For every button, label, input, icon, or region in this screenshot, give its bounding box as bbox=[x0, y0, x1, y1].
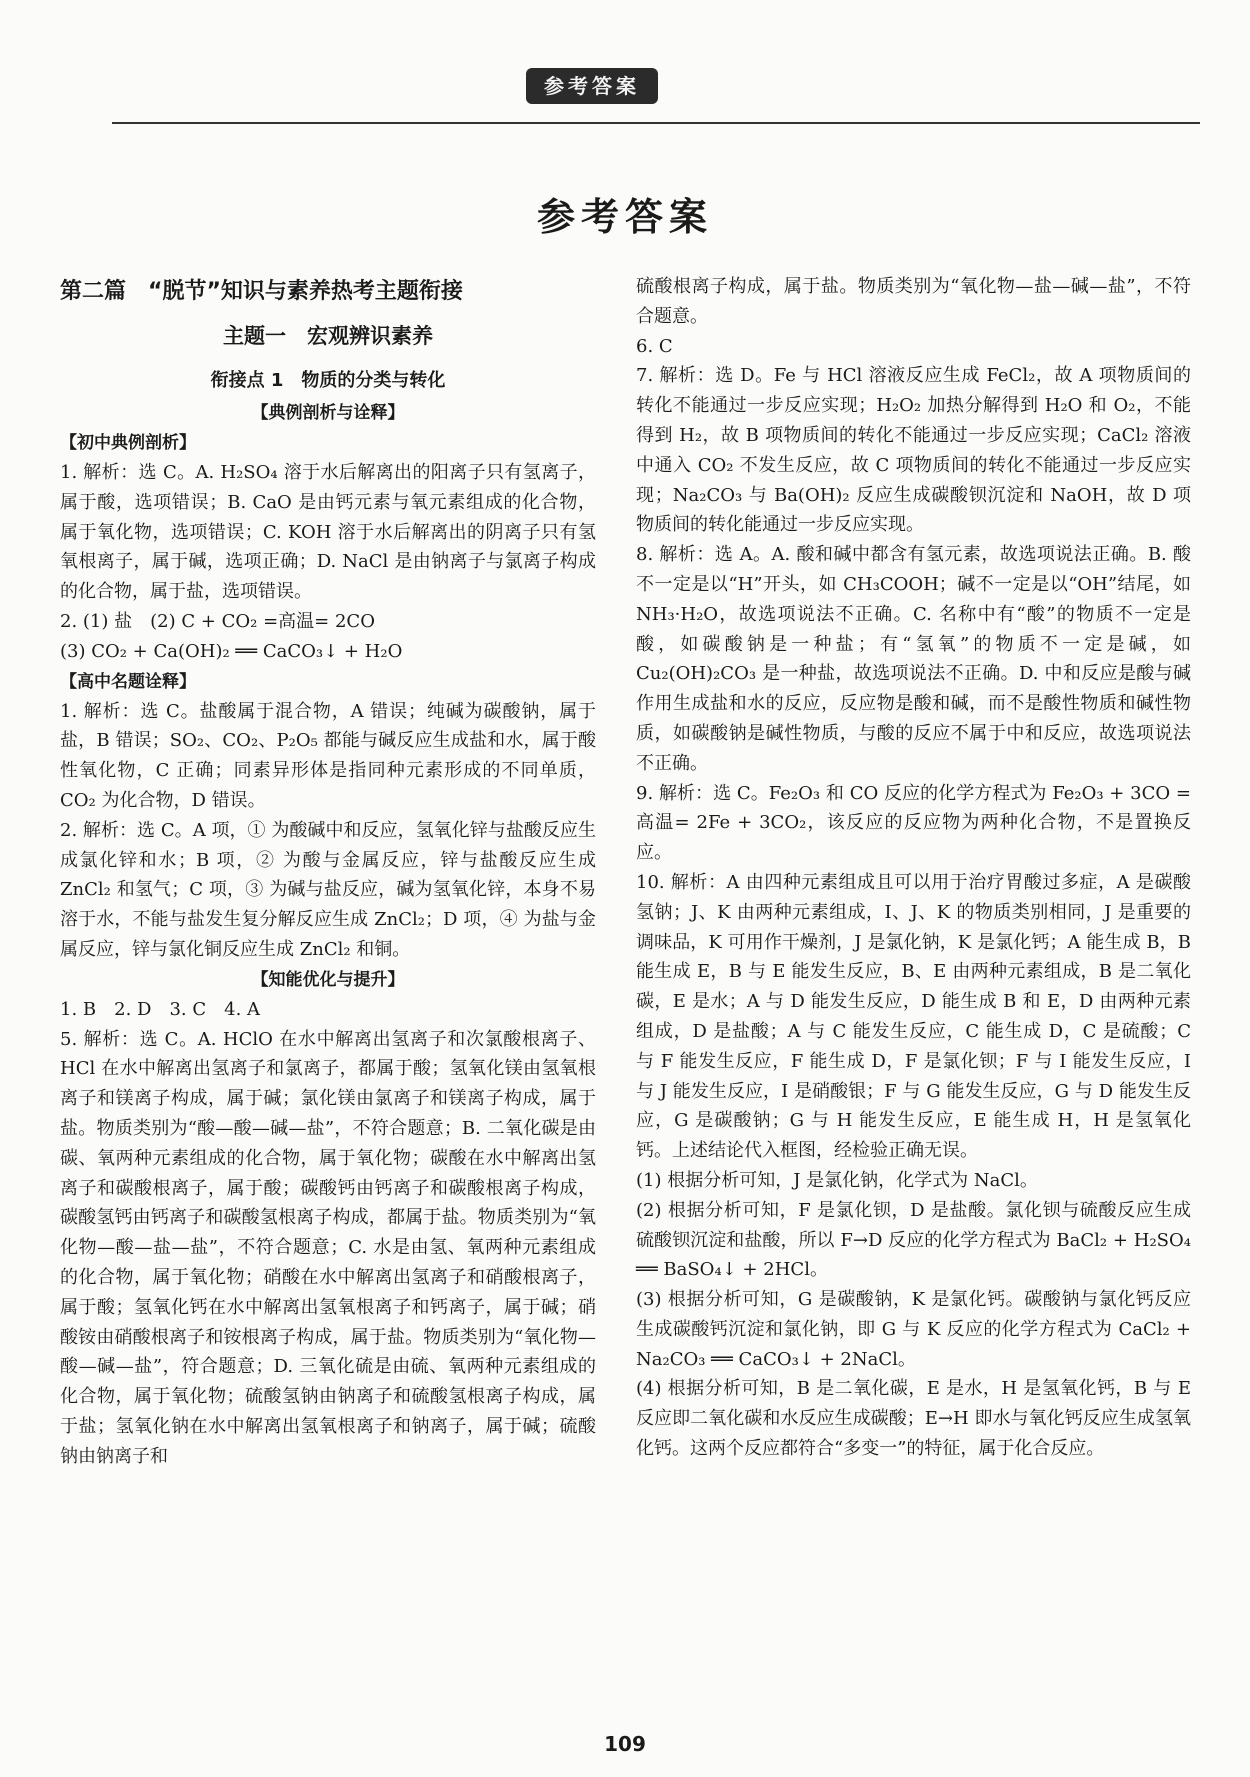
left-column bbox=[60, 272, 596, 1472]
answer-7: 7. 解析：选 D。Fe 与 HCl 溶液反应生成 FeCl₂，故 A 项物质间的转化不能通过一步反应实现；H₂O₂ 加热分解得到 H₂O 和 O₂，不能得到 H₂，故 B 项物质间的转化不能通过一步反应实现；CaCl₂ 溶液中通入 CO₂ 不发生反应，故 C 项物质间的转化不能通过一步反应实现；Na₂CO₃ 与 Ba(OH)₂ 反应生成碳酸钡沉淀和 NaOH，故 D 项物质间的转化能通过一步反应实现。 bbox=[636, 365, 1191, 536]
right-column bbox=[636, 272, 1191, 1464]
header-rule bbox=[112, 122, 1200, 124]
topic-heading: 主题一 宏观辨识素养 bbox=[223, 324, 433, 348]
answer-2a: 2. (1) 盐 (2) C + CO₂ =高温= 2CO bbox=[60, 610, 375, 632]
answer-5: 5. 解析：选 C。A. HClO 在水中解离出氢离子和次氯酸根离子、HCl 在水中解离出氢离子和氯离子，都属于酸；氢氧化镁由氢氧根离子和镁离子构成，属于碱；氯化镁由氯离子和镁离子构成，属于盐。物质类别为“酸—酸—碱—盐”，不符合题意；B. 二氧化碳是由碳、氧两种元素组成的化合物，属于氧化物；碳酸在水中解离出氢离子和碳酸根离子，属于酸；碳酸钙由钙离子和碳酸根离子构成，碳酸氢钙由钙离子和碳酸氢根离子构成，都属于盐。物质类别为“氧化物—酸—盐—盐”，不符合题意；C. 水是由氢、氧两种元素组成的化合物，属于氧化物；硝酸在水中解离出氢离子和硝酸根离子，属于酸；氢氧化钙在水中解离出氢氧根离子和钙离子，属于碱；硝酸铵由硝酸根离子和铵根离子构成，属于盐。物质类别为“氧化物—酸—碱—盐”，符合题意；D. 三氧化硫是由硫、氧两种元素组成的化合物，属于氧化物；硫酸氢钠由钠离子和硫酸氢根离子构成，属于盐；氢氧化钠在水中解离出氢氧根离子和钠离子，属于碱；硫酸钠由钠离子和 bbox=[60, 1028, 596, 1467]
section-senior: 【高中名题诠释】 bbox=[60, 671, 196, 692]
answer-10-3: (3) 根据分析可知，G 是碳酸钠，K 是氯化钙。碳酸钠与氯化钙反应生成碳酸钙沉淀和氯化钠，即 G 与 K 反应的化学方程式为 CaCl₂ + Na₂CO₃ ══ CaCO₃↓ + 2NaCl。 bbox=[636, 1289, 1191, 1370]
improve-answers: 1. B 2. D 3. C 4. A bbox=[60, 998, 261, 1020]
answer-10: 10. 解析：A 由四种元素组成且可以用于治疗胃酸过多症，A 是碳酸氢钠；J、K 由两种元素组成，I、J、K 的物质类别相同，J 是重要的调味品，K 可用作干燥剂，J 是氯化钠，K 是氯化钙；A 能生成 B，B 能生成 E，B 与 E 能发生反应，B、E 由两种元素组成，B 是二氧化碳，E 是水；A 与 D 能发生反应，D 能生成 B 和 E，D 由两种元素组成，D 是盐酸；A 与 C 能发生反应，C 能生成 D，C 是硫酸；C 与 F 能发生反应，F 能生成 D，F 是氯化钡；F 与 I 能发生反应，I 与 J 能发生反应，I 是硝酸银；F 与 G 能发生反应，G 与 D 能发生反应，G 是碳酸钠；G 与 H 能发生反应，E 能生成 H，H 是氢氧化钙。上述结论代入框图，经检验正确无误。 bbox=[636, 871, 1191, 1162]
senior-answer-1: 1. 解析：选 C。盐酸属于混合物，A 错误；纯碱为碳酸钠，属于盐，B 错误；SO₂、CO₂、P₂O₅ 都能与碱反应生成盐和水，属于酸性氧化物，C 正确；同素异形体是指同种元素形成的不同单质，CO₂ 为化合物，D 错误。 bbox=[60, 700, 596, 811]
page-title: 参考答案 bbox=[536, 195, 713, 239]
answer-2b: (3) CO₂ + Ca(OH)₂ ══ CaCO₃↓ + H₂O bbox=[60, 640, 403, 662]
answer-10-4: (4) 根据分析可知，B 是二氧化碳，E 是水，H 是氢氧化钙，B 与 E 反应即二氧化碳和水反应生成碳酸；E→H 即水与氧化钙反应生成氢氧化钙。这两个反应都符合“多变一”的特征，属于化合反应。 bbox=[636, 1378, 1191, 1460]
answer-1: 1. 解析：选 C。A. H₂SO₄ 溶于水后解离出的阳离子只有氢离子，属于酸，选项错误；B. CaO 是由钙元素与氧元素组成的化合物，属于氧化物，选项错误；C. KOH 溶于水后解离出的阴离子只有氢氧根离子，属于碱，选项正确；D. NaCl 是由钠离子与氯离子构成的化合物，属于盐，选项错误。 bbox=[60, 462, 596, 603]
answer-10-1: (1) 根据分析可知，J 是氯化钠，化学式为 NaCl。 bbox=[636, 1169, 1038, 1191]
answer-5-continued: 硫酸根离子构成，属于盐。物质类别为“氧化物—盐—碱—盐”，不符合题意。 bbox=[636, 276, 1191, 327]
answer-9: 9. 解析：选 C。Fe₂O₃ 和 CO 反应的化学方程式为 Fe₂O₃ + 3CO =高温= 2Fe + 3CO₂，该反应的反应物为两种化合物，不是置换反应。 bbox=[636, 782, 1191, 864]
page-number: 109 bbox=[604, 1732, 646, 1756]
point-heading: 衔接点 1 物质的分类与转化 bbox=[210, 370, 446, 391]
part-heading: 第二篇 “脱节”知识与素养热考主题衔接 bbox=[60, 279, 463, 304]
section-improve: 【知能优化与提升】 bbox=[251, 969, 405, 990]
senior-answer-2: 2. 解析：选 C。A 项，① 为酸碱中和反应，氢氧化锌与盐酸反应生成氯化锌和水；B 项，② 为酸与金属反应，锌与盐酸反应生成 ZnCl₂ 和氢气；C 项，③ 为碱与盐反应，碱为氢氧化锌，本身不易溶于水，不能与盐发生复分解反应生成 ZnCl₂；D 项，④ 为盐与金属反应，锌与氯化铜反应生成 ZnCl₂ 和铜。 bbox=[60, 819, 596, 960]
answer-6: 6. C bbox=[636, 335, 673, 357]
section-typical: 【典例剖析与诠释】 bbox=[251, 403, 405, 423]
answer-10-2: (2) 根据分析可知，F 是氯化钡，D 是盐酸。氯化钡与硫酸反应生成硫酸钡沉淀和盐酸，所以 F→D 反应的化学方程式为 BaCl₂ + H₂SO₄ ══ BaSO₄↓ + 2HCl。 bbox=[636, 1199, 1191, 1281]
header-badge: 参考答案 bbox=[526, 68, 658, 104]
answer-8: 8. 解析：选 A。A. 酸和碱中都含有氢元素，故选项说法正确。B. 酸不一定是以“H”开头，如 CH₃COOH；碱不一定是以“OH”结尾，如 NH₃·H₂O，故选项说法不正确。C. 名称中有“酸”的物质不一定是酸，如碳酸钠是一种盐；有“氢氧”的物质不一定是碱，如 Cu₂(OH)₂CO₃ 是一种盐，故选项说法不正确。D. 中和反应是酸与碱作用生成盐和水的反应，反应物是酸和碱，而不是酸性物质和碱性物质，如碳酸钠是碱性物质，与酸的反应不属于中和反应，故选项说法不正确。 bbox=[636, 544, 1191, 774]
section-junior: 【初中典例剖析】 bbox=[60, 433, 196, 453]
